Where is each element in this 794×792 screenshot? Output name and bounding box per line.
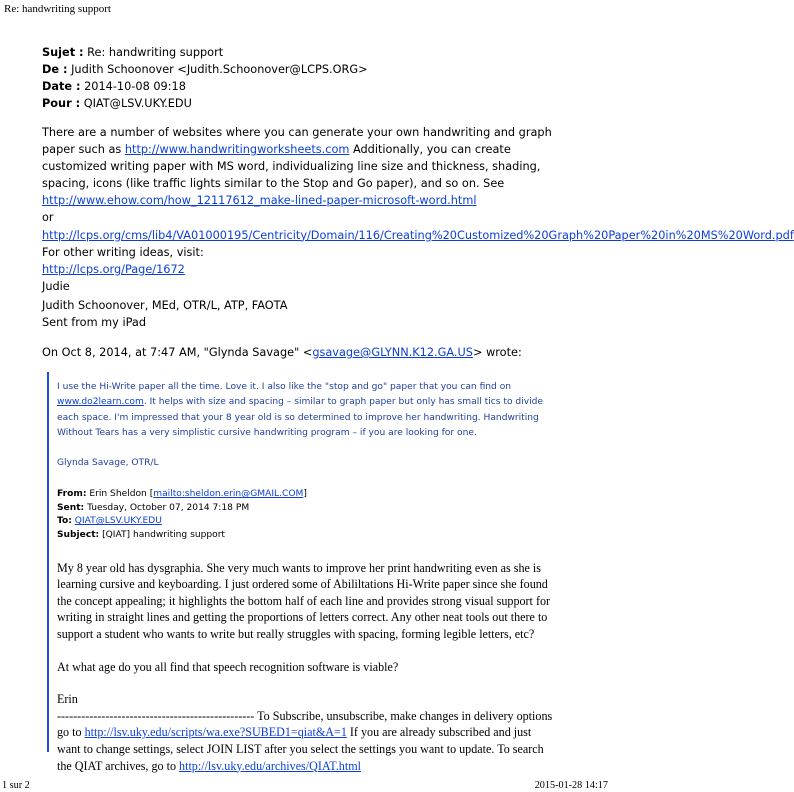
link-lcps-page[interactable]: http://lcps.org/Page/1672: [42, 262, 185, 276]
wrote-suffix: > wrote:: [472, 346, 522, 359]
quote-subject-value: [QIAT] handwriting support: [99, 529, 225, 540]
quote-sent-row: [57, 502, 565, 516]
quote-blue-text-2: . It helps with size and spacing – similar to graph paper but only has small tics to divide each space. I'm impressed that your 8 year old is so determined to improve her handwriting. Handwriting Without Tears has a very simplistic cursive handwriting program – if you are looking for one.: [57, 397, 543, 438]
link-subscribe[interactable]: http://lsv.uky.edu/scripts/wa.exe?SUBED1=qiat&A=1: [84, 725, 347, 740]
from-row: [42, 61, 368, 78]
list-footer: [57, 708, 557, 774]
quote-from-end: ]: [303, 489, 307, 500]
to-row: [42, 95, 368, 112]
link-ehow[interactable]: http://www.ehow.com/how_12117612_make-lined-paper-microsoft-word.html: [42, 194, 477, 208]
link-handwritingworksheets[interactable]: http://www.handwritingworksheets.com: [124, 143, 350, 157]
from-label: De :: [42, 63, 68, 76]
link-do2learn[interactable]: www.do2learn.com: [57, 397, 144, 408]
sent-from: Sent from my iPad: [42, 316, 146, 329]
subject-label: Sujet :: [42, 46, 84, 59]
quote-blue-paragraph: [57, 380, 565, 441]
email-headers: [42, 44, 368, 112]
quote-from-name: Erin Sheldon [: [86, 489, 154, 500]
body-text-2: Additionally, you can create customized writing paper with MS word, individualizing line size and thickness, shading, spacing, icons (like traffic lights similar to the Stop and Go paper), and so on. See: [42, 143, 541, 191]
quote-sent-value: Tuesday, October 07, 2014 7:18 PM: [84, 502, 250, 513]
quote-subject-label: Subject:: [57, 529, 100, 540]
body-paragraph: [42, 124, 577, 209]
quote-subject-row: [57, 529, 565, 543]
subject-value: Re: handwriting support: [87, 46, 224, 59]
from-value: Judith Schoonover <Judith.Schoonover@LCPS.ORG>: [71, 63, 368, 76]
list-text-1: ------------------------------------------------- To Subscribe, unsubscribe, make changes in delivery options go to: [57, 708, 553, 740]
quote-to-row: [57, 515, 565, 529]
date-label: Date :: [42, 80, 81, 93]
quote-from-row: [57, 488, 565, 502]
quote-to-link[interactable]: QIAT@LSV.UKY.EDU: [74, 516, 162, 527]
to-value: QIAT@LSV.UKY.EDU: [83, 97, 192, 110]
page-header: Re: handwriting support: [4, 3, 111, 15]
quote-blue-text-1: I use the Hi-Write paper all the time. Love it. I also like the "stop and go" paper that you can find on: [57, 382, 512, 392]
quote-signature: Glynda Savage, OTR/L: [57, 458, 159, 469]
date-row: [42, 78, 368, 95]
wrote-email-link[interactable]: gsavage@GLYNN.K12.GA.US: [312, 346, 473, 359]
quote-headers: [57, 488, 565, 542]
link-archives[interactable]: http://lsv.uky.edu/archives/QIAT.html: [179, 758, 361, 773]
original-para-1: My 8 year old has dysgraphia. She very much wants to improve her print handwriting even as she is learning cursive and keyboarding. I just ordered some of Abililtations Hi-Write paper since she found the concept appealing; it highlights the bottom half of each line and provides strong visual support for writing in straight lines and getting the proportions of letters correct. Any other neat tools out there to support a student who wants to write but really struggles with spacing, forming legible letters, etc?: [57, 560, 551, 641]
original-name: Erin: [57, 692, 78, 707]
or-line: [42, 209, 794, 243]
subject-row: [42, 44, 368, 61]
closing: Judie: [42, 279, 70, 293]
message-body: [42, 124, 794, 295]
or-text: or: [42, 211, 54, 225]
quote-sent-label: Sent:: [57, 502, 85, 513]
date-value: 2014-10-08 09:18: [84, 80, 186, 93]
quote-to-label: To:: [57, 516, 72, 527]
signature: [42, 297, 287, 331]
body-text-1: There are a number of websites where you can generate your own handwriting and graph paper such as: [42, 126, 552, 157]
link-line: [42, 261, 577, 278]
link-lcps-pdf[interactable]: http://lcps.org/cms/lib4/VA01000195/Centricity/Domain/116/Creating%20Customized%20Graph%20Paper%20in%20MS%20Word.pdf: [42, 228, 794, 242]
page-number: 1 sur 2: [2, 780, 30, 791]
list-text-2: If you are already subscribed and just want to change settings, select JOIN LIST after you select the settings you want to update. To search the QIAT archives, go to: [57, 725, 544, 773]
print-timestamp: 2015-01-28 14:17: [534, 780, 608, 791]
to-label: Pour :: [42, 97, 81, 110]
quote-from-mailto[interactable]: mailto:sheldon.erin@GMAIL.COM: [153, 489, 304, 500]
wrote-prefix: On Oct 8, 2014, at 7:47 AM, "Glynda Savage" <: [42, 346, 313, 359]
wrote-line: [42, 346, 522, 359]
quote-from-label: From:: [57, 489, 87, 500]
original-para-2: At what age do you all find that speech recognition software is viable?: [57, 659, 399, 674]
original-message: [57, 560, 557, 775]
quoted-message: [47, 372, 565, 773]
other-ideas: For other writing ideas, visit:: [42, 245, 204, 259]
signature-name: Judith Schoonover, MEd, OTR/L, ATP, FAOTA: [42, 299, 288, 312]
